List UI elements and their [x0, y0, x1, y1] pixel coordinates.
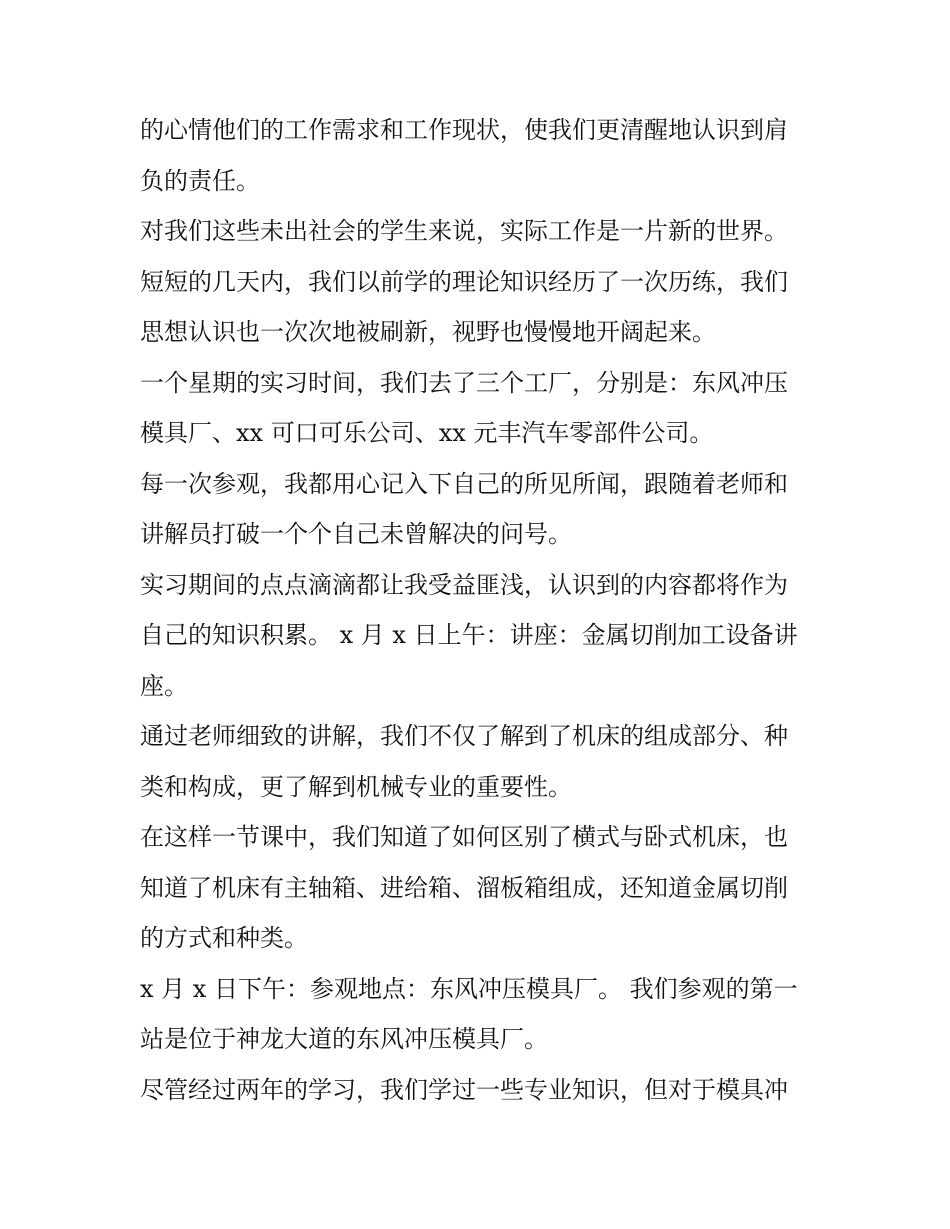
text-line: 的心情他们的工作需求和工作现状，使我们更清醒地认识到肩 [140, 116, 788, 144]
text-line: 在这样一节课中，我们知道了如何区别了横式与卧式机床，也 [140, 823, 788, 851]
text-line: 对我们这些未出社会的学生来说，实际工作是一片新的世界。 [140, 217, 788, 245]
text-line: 尽管经过两年的学习，我们学过一些专业知识，但对于模具冲 [140, 1075, 788, 1104]
text-line: x 月 x 日下午：参观地点：东风冲压模具厂。 我们参观的第一 [140, 974, 798, 1003]
text-line: 通过老师细致的讲解，我们不仅了解到了机床的组成部分、种 [140, 722, 788, 750]
text-line: 站是位于神龙大道的东风冲压模具厂。 [140, 1025, 548, 1053]
text-line: 一个星期的实习时间，我们去了三个工厂，分别是：东风冲压 [140, 368, 788, 397]
text-line: 座。 [140, 671, 188, 700]
text-line: 负的责任。 [140, 166, 260, 195]
text-line: 类和构成，更了解到机械专业的重要性。 [140, 772, 572, 801]
document-body [140, 105, 816, 1115]
text-line: 知道了机床有主轴箱、进给箱、溜板箱组成，还知道金属切削 [140, 873, 788, 902]
text-line: 实习期间的点点滴滴都让我受益匪浅，认识到的内容都将作为 [140, 570, 788, 599]
text-line: 自己的知识积累。 x 月 x 日上午：讲座：金属切削加工设备讲 [140, 621, 798, 649]
text-line: 讲解员打破一个个自己未曾解决的问号。 [140, 520, 572, 548]
text-line: 模具厂、xx 可口可乐公司、xx 元丰汽车零部件公司。 [140, 419, 714, 447]
text-line: 思想认识也一次次地被刷新，视野也慢慢地开阔起来。 [140, 318, 716, 346]
text-line: 短短的几天内，我们以前学的理论知识经历了一次历练，我们 [140, 267, 788, 296]
text-line: 每一次参观，我都用心记入下自己的所见所闻，跟随着老师和 [140, 469, 788, 498]
text-line: 的方式和种类。 [140, 924, 308, 952]
